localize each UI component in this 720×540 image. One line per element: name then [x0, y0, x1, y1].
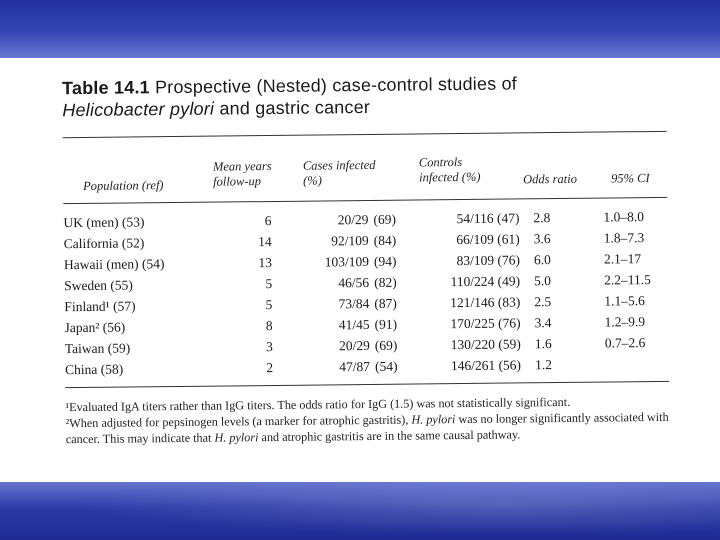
- cell-odds-ratio: 1.2: [534, 357, 552, 373]
- top-blue-band: [0, 0, 720, 58]
- header-controls-l1: Controls: [418, 155, 463, 170]
- cell-cases: 41/45: [338, 316, 370, 333]
- header-population: Population (ref): [83, 178, 164, 193]
- cell-ci: 2.2–11.5: [604, 272, 651, 288]
- cell-ci: 1.0–8.0: [603, 209, 645, 225]
- cell-cases: 20/29: [337, 211, 369, 228]
- cell-ci: 1.1–5.6: [604, 293, 645, 309]
- cell-odds-ratio: 3.4: [534, 315, 552, 331]
- cell-cases-pct: (82): [374, 274, 397, 290]
- header-controls-l2: infected (%): [418, 169, 481, 185]
- cell-cases-pct: (54): [374, 358, 398, 374]
- cell-years: 6: [264, 213, 272, 229]
- footnote-2-part-a: ²When adjusted for pepsinogen levels (a marker for atrophic gastritis),: [65, 412, 409, 431]
- cell-population: Hawaii (men) (54): [63, 256, 165, 273]
- cell-years: 2: [266, 360, 274, 376]
- cell-population: Taiwan (59): [64, 340, 131, 357]
- cell-ci: 1.8–7.3: [603, 230, 645, 246]
- cell-population: Finland¹ (57): [64, 298, 136, 315]
- cell-years: 3: [265, 339, 273, 355]
- header-cases-l2: (%): [303, 173, 322, 188]
- footnote-2: [66, 409, 672, 447]
- cell-cases-pct: (69): [373, 211, 397, 227]
- header-cases-l1: Cases infected: [302, 157, 376, 173]
- cell-cases: 47/87: [339, 358, 371, 375]
- cell-odds-ratio: 6.0: [533, 252, 551, 268]
- header-mean-years-l2: follow-up: [213, 174, 262, 189]
- cell-odds-ratio: 2.5: [534, 294, 552, 310]
- cell-cases-pct: (84): [373, 232, 397, 248]
- table-title: [62, 72, 517, 121]
- cell-cases: 73/84: [338, 295, 370, 312]
- title-organism: Helicobacter pylori: [62, 98, 215, 121]
- cell-cases: 92/109: [331, 232, 369, 249]
- table-row: [65, 356, 669, 381]
- cell-controls: 83/109 (76): [456, 252, 520, 269]
- cell-years: 14: [258, 234, 272, 250]
- footnotes: [65, 393, 671, 447]
- table-number: Table 14.1: [61, 77, 150, 99]
- cell-ci: 2.1–17: [603, 251, 642, 267]
- footnote-2-organism-2: H. pylori: [214, 430, 259, 445]
- cell-population: Sweden (55): [64, 277, 133, 294]
- cell-cases: 46/56: [338, 274, 370, 291]
- title-line-2: and gastric cancer: [219, 96, 371, 119]
- cell-controls: 66/109 (61): [456, 231, 520, 248]
- cell-ci: 0.7–2.6: [604, 335, 646, 351]
- header-mean-years: [213, 159, 272, 190]
- cell-controls: 170/225 (76): [450, 315, 521, 332]
- title-line-1: Prospective (Nested) case-control studies of: [154, 73, 518, 98]
- cell-controls: 54/116 (47): [456, 210, 520, 227]
- cell-cases-pct: (94): [373, 253, 397, 269]
- cell-cases-pct: (87): [374, 295, 397, 311]
- cell-years: 13: [258, 255, 273, 271]
- header-odds-ratio: Odds ratio: [523, 171, 577, 187]
- cell-years: 8: [265, 318, 273, 334]
- cell-years: 5: [265, 276, 273, 292]
- cell-population: Japan² (56): [64, 319, 126, 336]
- cell-controls: 121/146 (83): [450, 294, 521, 311]
- cell-population: California (52): [63, 235, 145, 252]
- scanned-table-image: [46, 63, 690, 475]
- footnote-1: ¹Evaluated IgA titers rather than IgG titers. The odds ratio for IgG (1.5) was not statistically significant.: [65, 394, 571, 415]
- bottom-blue-band: [0, 482, 720, 540]
- cell-controls: 146/261 (56): [450, 357, 522, 374]
- cell-population: UK (men) (53): [63, 214, 145, 231]
- cell-odds-ratio: 2.8: [533, 210, 551, 226]
- footnote-2-part-c: and atrophic gastritis are in the same causal pathway.: [261, 427, 521, 445]
- cell-years: 5: [265, 297, 273, 313]
- cell-odds-ratio: 1.6: [534, 336, 552, 352]
- cell-population: China (58): [64, 361, 124, 378]
- cell-controls: 110/224 (49): [450, 273, 521, 290]
- cell-controls: 130/220 (59): [450, 336, 521, 353]
- cell-odds-ratio: 5.0: [534, 273, 552, 289]
- header-ci: 95% CI: [610, 171, 650, 186]
- cell-cases: 103/109: [324, 253, 370, 270]
- cell-ci: [605, 356, 685, 357]
- cell-cases-pct: (91): [374, 316, 398, 332]
- header-cases: [303, 158, 376, 189]
- top-rule: [63, 131, 667, 138]
- cell-cases-pct: (69): [374, 337, 398, 353]
- header-controls: [419, 155, 481, 186]
- bottom-rule: [65, 381, 669, 388]
- header-rule: [63, 197, 667, 204]
- cell-ci: 1.2–9.9: [604, 314, 646, 330]
- footnote-2-organism-1: H. pylori: [411, 412, 456, 427]
- footnote-2-part-b: was no longer significantly associated with cancer. This may indicate that: [65, 409, 669, 447]
- cell-odds-ratio: 3.6: [533, 231, 551, 247]
- cell-cases: 20/29: [338, 337, 370, 354]
- header-mean-years-l1: Mean years: [212, 159, 272, 174]
